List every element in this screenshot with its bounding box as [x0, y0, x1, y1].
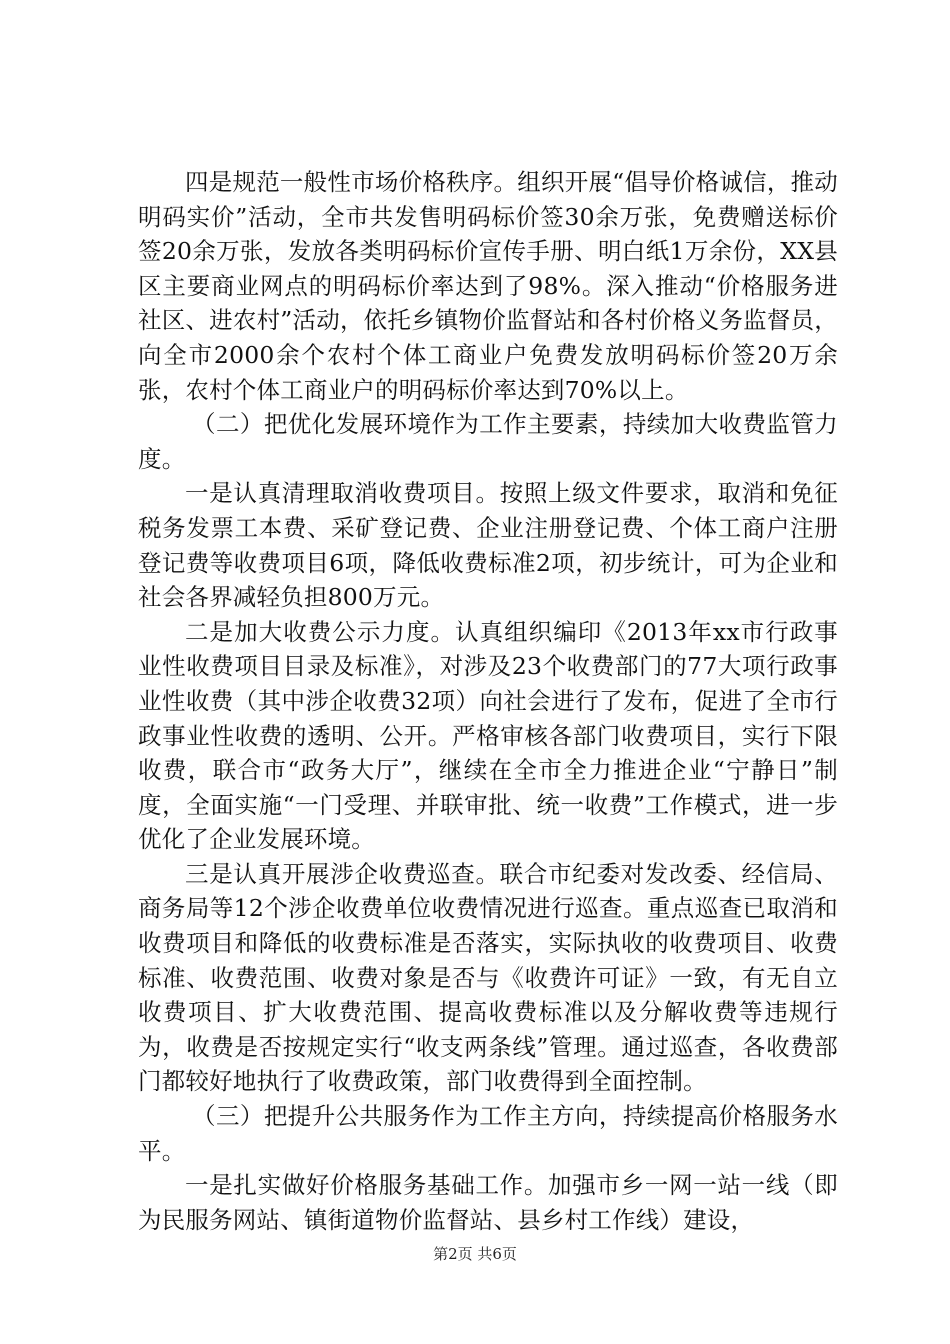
paragraph-price-order: 四是规范一般性市场价格秩序。组织开展“倡导价格诚信，推动明码实价”活动，全市共发售明码标价签30余万张，免费赠送标价签20余万张，发放各类明码标价宣传手册、明白纸1万余份，XX县区主要商业网点的明码标价率达到了98%。深入推动“价格服务进社区、进农村”活动，依托乡镇物价监督站和各村价格义务监督员，向全市2000余个农村个体工商业户免费发放明码标价签20万余张，农村个体工商业户的明码标价率达到70%以上。	[138, 168, 838, 404]
paragraph-fee-publicity: 二是加大收费公示力度。认真组织编印《2013年xx市行政事业性收费项目目录及标准》，对涉及23个收费部门的77大项行政事业性收费（其中涉企收费32项）向社会进行了发布，促进了全市行政事业性收费的透明、公开。严格审核各部门收费项目，实行下限收费，联合市“政务大厅”，继续在全市全力推进企业“宁静日”制度，全面实施“一门受理、并联审批、统一收费”工作模式，进一步优化了企业发展环境。	[138, 617, 838, 854]
section-heading-public-service: （三）把提升公共服务作为工作主方向，持续提高价格服务水平。	[138, 1102, 838, 1165]
paragraph-service-foundation: 一是扎实做好价格服务基础工作。加强市乡一网一站一线（即为民服务网站、镇街道物价监督站、县乡村工作线）建设，	[138, 1171, 838, 1234]
paragraph-fee-inspection: 三是认真开展涉企收费巡查。联合市纪委对发改委、经信局、商务局等12个涉企收费单位收费情况进行巡查。重点巡查已取消和收费项目和降低的收费标准是否落实，实际执收的收费项目、收费标准、收费范围、收费对象是否与《收费许可证》一致，有无自立收费项目、扩大收费范围、提高收费标准以及分解收费等违规行为，收费是否按规定实行“收支两条线”管理。通过巡查，各收费部门都较好地执行了收费政策，部门收费得到全面控制。	[138, 859, 838, 1096]
paragraph-cancel-fees: 一是认真清理取消收费项目。按照上级文件要求，取消和免征税务发票工本费、采矿登记费、企业注册登记费、个体工商户注册登记费等收费项目6项，降低收费标准2项，初步统计，可为企业和社会各界减轻负担800万元。	[138, 479, 838, 612]
document-body	[138, 165, 838, 1237]
page-number-footer: 第2页 共6页	[433, 1245, 517, 1263]
section-heading-fee-supervision: （二）把优化发展环境作为工作主要素，持续加大收费监管力度。	[138, 410, 838, 473]
